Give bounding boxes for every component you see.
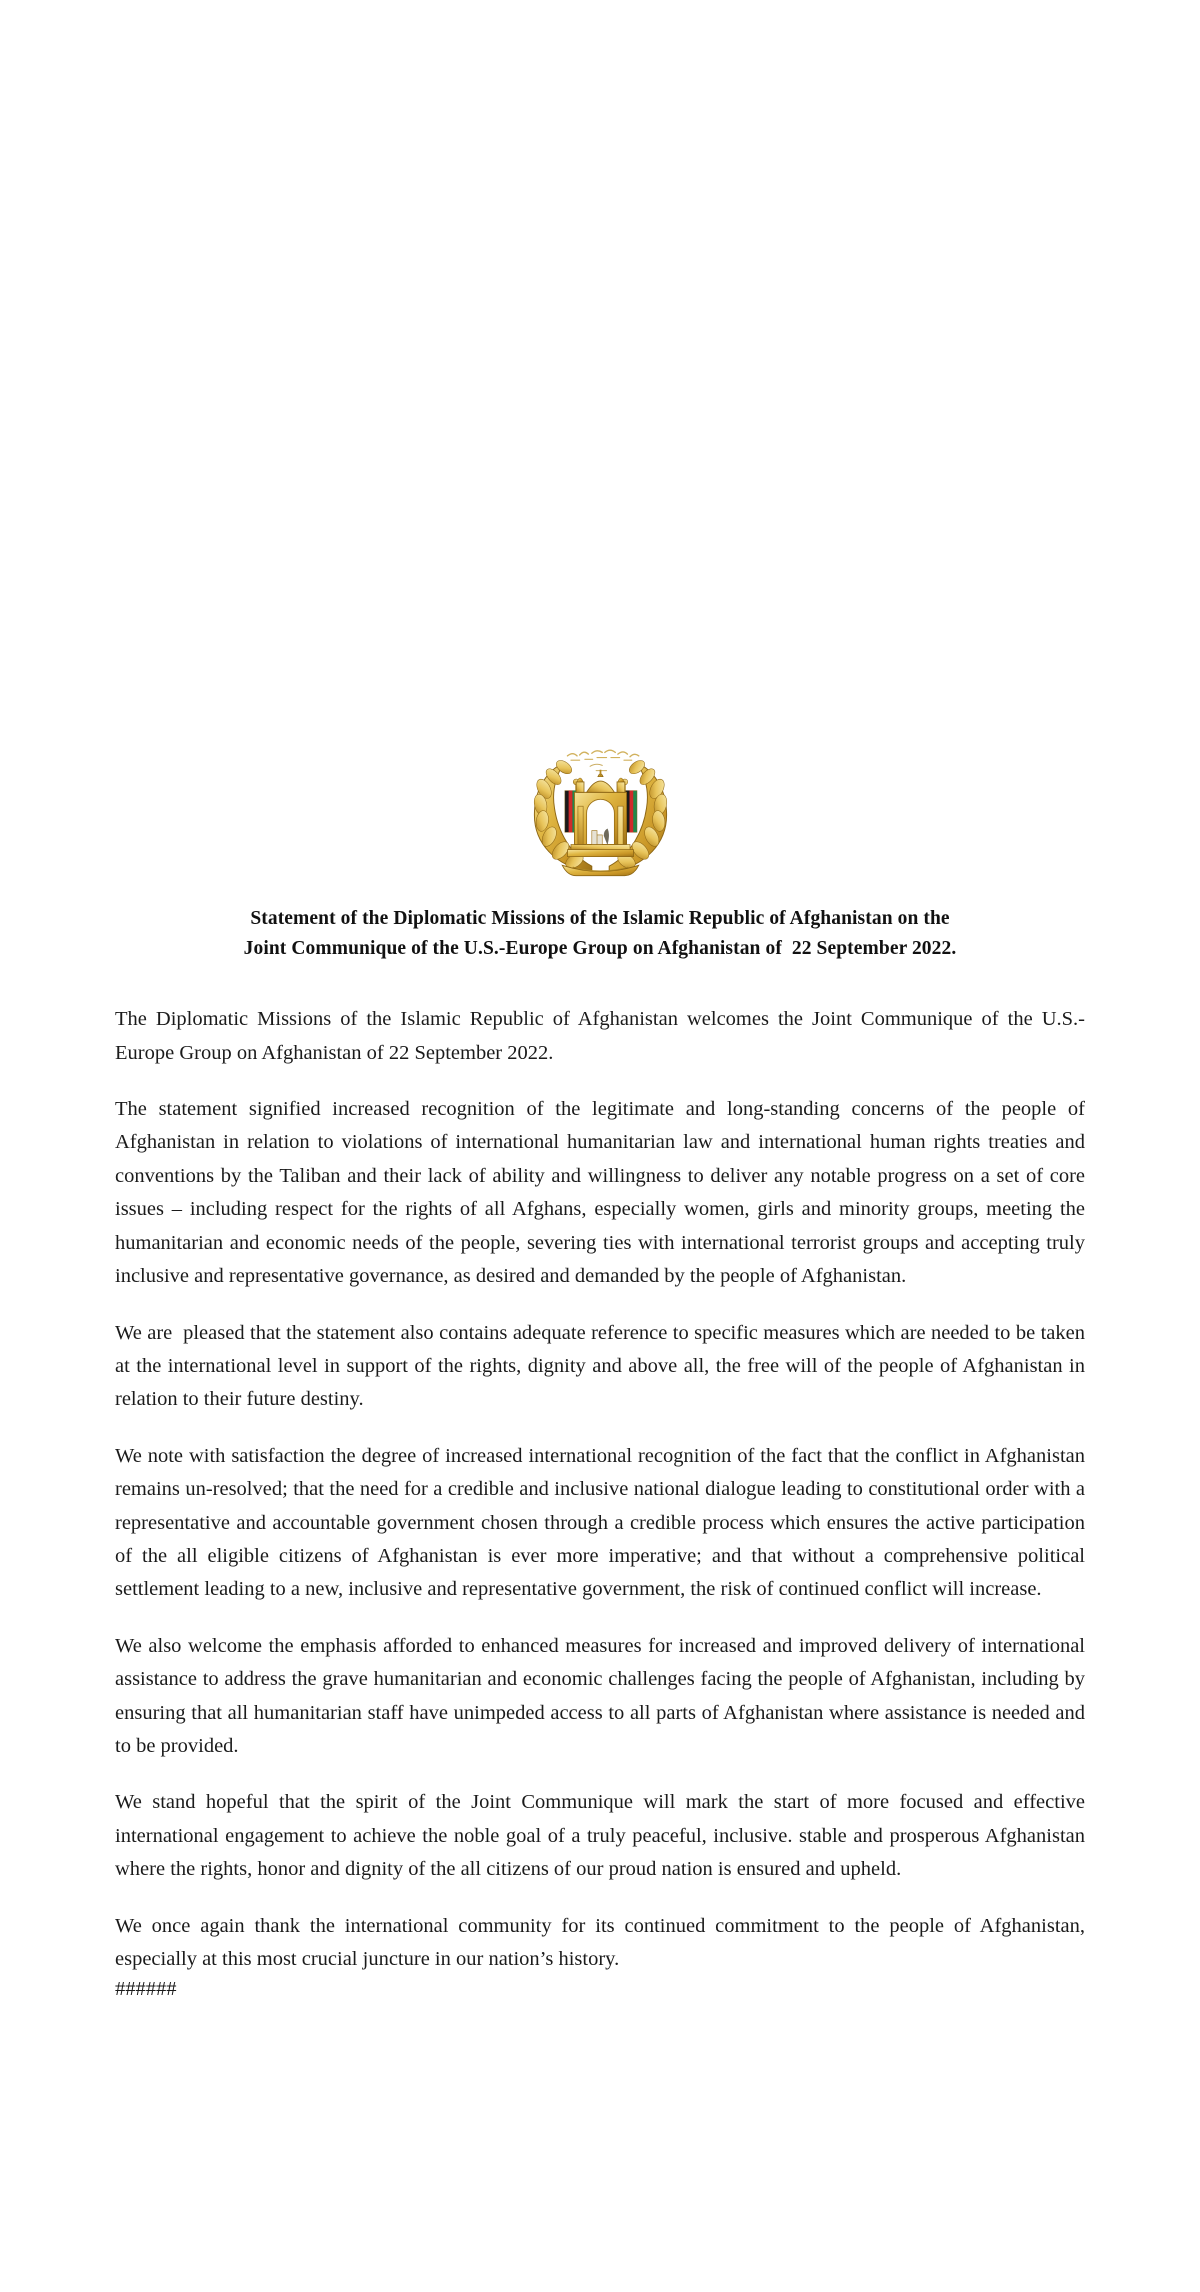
paragraph: We also welcome the emphasis afforded to enhanced measures for increased and improved delivery of international assistance to address the grave humanitarian and economic challenges facing the people of Afghanistan, including by ensuring that all humanitarian staff have unimpeded access to all parts of Afghanistan where assistance is needed and to be provided. xyxy=(115,1634,1091,1757)
page-title-line-2: Joint Communique of the U.S.-Europe Group on Afghanistan of 22 September 2022. xyxy=(243,937,957,959)
shahada-script xyxy=(567,750,638,770)
paragraph: We stand hopeful that the spirit of the Joint Communique will mark the start of more focused and effective international engagement to achieve the noble goal of a truly peaceful, inclusive. stable and prosperous Afghanistan where the rights, honor and dignity of the all citizens of our proud nation is ensured and upheld. xyxy=(115,1791,1091,1881)
end-marker: ###### xyxy=(115,1978,177,2001)
document-body xyxy=(115,963,1091,2003)
paragraph: We note with satisfaction the degree of increased international recognition of the fact that the conflict in Afghanistan remains un-resolved; that the need for a credible and inclusive national dialogue leading to constitutional order with a representative and accountable government chosen through a credible process which ensures the active participation of the all eligible citizens of Afghanistan is ever more imperative; and that without a comprehensive political settlement leading to a new, inclusive and representative government, the risk of continued conflict will increase. xyxy=(115,1444,1091,1601)
top-whitespace xyxy=(0,0,1200,735)
paragraph: We are pleased that the statement also contains adequate reference to specific measures which are needed to be taken at the international level in support of the rights, dignity and above all, the free will of the people of Afghanistan in relation to their future destiny. xyxy=(115,1321,1091,1411)
paragraph: The statement signified increased recognition of the legitimate and long-standing concerns of the people of Afghanistan in relation to violations of international humanitarian law and international human rights treaties and conventions by the Taliban and their lack of ability and willingness to deliver any notable progress on a set of core issues – including respect for the rights of all Afghans, especially women, girls and minority groups, meeting the humanitarian and economic needs of the people, severing ties with international terrorist groups and accepting truly inclusive and representative governance, as desired and demanded by the people of Afghanistan. xyxy=(115,1098,1091,1288)
emblem-container xyxy=(0,735,1200,890)
page-title-line-1: Statement of the Diplomatic Missions of the Islamic Republic of Afghanistan on the xyxy=(250,908,950,929)
mosque-mihrab xyxy=(567,770,633,857)
afghanistan-national-emblem-icon xyxy=(513,735,688,887)
paragraph: The Diplomatic Missions of the Islamic Republic of Afghanistan welcomes the Joint Communique of the U.S.-Europe Group on Afghanistan of 22 September 2022. xyxy=(115,1008,1085,1064)
paragraph: We once again thank the international community for its continued commitment to the people of Afghanistan, especially at this most crucial juncture in our nation’s history. xyxy=(115,1914,1091,1970)
page-title xyxy=(150,904,1050,963)
